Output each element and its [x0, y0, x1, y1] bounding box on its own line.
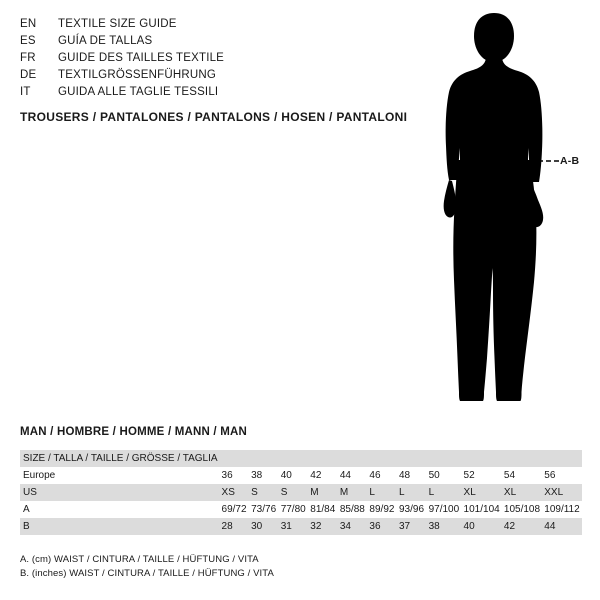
cell-b-10: 44 [542, 518, 582, 535]
cell-a-5: 89/92 [367, 501, 397, 518]
table-row-b [20, 518, 582, 535]
cell-size-1 [249, 450, 279, 467]
language-row-it [20, 84, 380, 101]
cell-size-7 [427, 450, 462, 467]
cell-b-9: 42 [502, 518, 542, 535]
size-table [20, 450, 582, 535]
footnotes-block [20, 553, 274, 581]
cell-us-2: S [279, 484, 309, 501]
cell-size-2 [279, 450, 309, 467]
cell-us-1: S [249, 484, 279, 501]
language-row-es [20, 33, 380, 50]
cell-b-8: 40 [462, 518, 502, 535]
cell-europe-8: 52 [462, 467, 502, 484]
cell-europe-4: 44 [338, 467, 368, 484]
cell-b-1: 30 [249, 518, 279, 535]
table-row-europe [20, 467, 582, 484]
language-code-it: IT [20, 86, 31, 98]
cell-us-0: XS [220, 484, 250, 501]
cell-size-4 [338, 450, 368, 467]
language-row-en [20, 16, 380, 33]
cell-europe-7: 50 [427, 467, 462, 484]
measure-label-ab: A-B [560, 155, 580, 167]
table-row-a [20, 501, 582, 518]
language-header-block [20, 16, 380, 101]
cell-b-5: 36 [367, 518, 397, 535]
cell-us-3: M [308, 484, 338, 501]
table-row-us [20, 484, 582, 501]
cell-europe-9: 54 [502, 467, 542, 484]
cell-a-8: 101/104 [462, 501, 502, 518]
cell-a-0: 69/72 [220, 501, 250, 518]
language-text-es: GUÍA DE TALLAS [58, 35, 153, 47]
cell-b-6: 37 [397, 518, 427, 535]
language-text-de: TEXTILGRÖSSENFÜHRUNG [58, 69, 216, 81]
cell-us-7: L [427, 484, 462, 501]
language-row-de [20, 67, 380, 84]
cell-us-6: L [397, 484, 427, 501]
cell-us-8: XL [462, 484, 502, 501]
cell-b-0: 28 [220, 518, 250, 535]
row-label-a: A [20, 501, 220, 518]
silhouette-svg [400, 10, 600, 410]
language-text-en: TEXTILE SIZE GUIDE [58, 18, 177, 30]
cell-a-6: 93/96 [397, 501, 427, 518]
cell-us-5: L [367, 484, 397, 501]
cell-size-6 [397, 450, 427, 467]
cell-europe-3: 42 [308, 467, 338, 484]
cell-a-1: 73/76 [249, 501, 279, 518]
cell-b-4: 34 [338, 518, 368, 535]
language-code-de: DE [20, 69, 37, 81]
row-label-b: B [20, 518, 220, 535]
cell-b-3: 32 [308, 518, 338, 535]
cell-us-9: XL [502, 484, 542, 501]
cell-a-4: 85/88 [338, 501, 368, 518]
language-row-fr [20, 50, 380, 67]
footnote-a: A. (cm) WAIST / CINTURA / TAILLE / HÜFTUNG / VITA [20, 554, 259, 565]
cell-europe-5: 46 [367, 467, 397, 484]
cell-size-5 [367, 450, 397, 467]
cell-b-2: 31 [279, 518, 309, 535]
cell-a-10: 109/112 [542, 501, 582, 518]
table-title: MAN / HOMBRE / HOMME / MANN / MAN [20, 426, 248, 438]
waist-measure-point-a [448, 159, 453, 164]
table-row-size-header [20, 450, 582, 467]
cell-size-3 [308, 450, 338, 467]
cell-size-0 [220, 450, 250, 467]
language-text-it: GUIDA ALLE TAGLIE TESSILI [58, 86, 219, 98]
cell-europe-2: 40 [279, 467, 309, 484]
cell-us-4: M [338, 484, 368, 501]
cell-size-10 [542, 450, 582, 467]
cell-us-10: XXL [542, 484, 582, 501]
cell-a-3: 81/84 [308, 501, 338, 518]
language-code-fr: FR [20, 52, 36, 64]
cell-b-7: 38 [427, 518, 462, 535]
language-code-es: ES [20, 35, 36, 47]
row-label-size: SIZE / TALLA / TAILLE / GRÖSSE / TAGLIA [20, 450, 220, 467]
section-title: TROUSERS / PANTALONES / PANTALONS / HOSEN / PANTALONI [20, 110, 408, 124]
cell-a-7: 97/100 [427, 501, 462, 518]
cell-europe-1: 38 [249, 467, 279, 484]
male-figure-illustration [400, 10, 600, 410]
cell-a-9: 105/108 [502, 501, 542, 518]
cell-europe-6: 48 [397, 467, 427, 484]
cell-europe-0: 36 [220, 467, 250, 484]
language-code-en: EN [20, 18, 37, 30]
silhouette-body [444, 13, 544, 401]
row-label-europe: Europe [20, 467, 220, 484]
cell-a-2: 77/80 [279, 501, 309, 518]
waist-measure-point-b [529, 159, 534, 164]
language-text-fr: GUIDE DES TAILLES TEXTILE [58, 52, 225, 64]
cell-size-8 [462, 450, 502, 467]
cell-europe-10: 56 [542, 467, 582, 484]
footnote-b: B. (inches) WAIST / CINTURA / TAILLE / HÜFTUNG / VITA [20, 568, 274, 579]
cell-size-9 [502, 450, 542, 467]
row-label-us: US [20, 484, 220, 501]
